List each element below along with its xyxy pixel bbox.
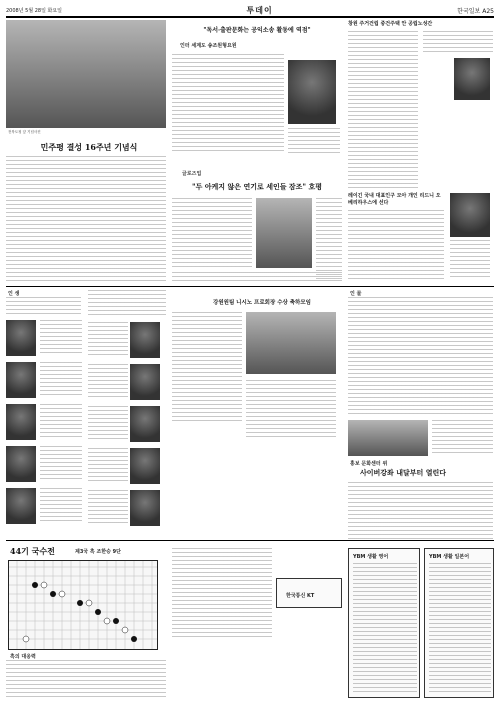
ad-brand-left: 한국통신 KT bbox=[286, 593, 315, 599]
chess-text bbox=[6, 660, 166, 700]
top-right-text-2 bbox=[423, 31, 493, 55]
mid-right-portrait bbox=[450, 193, 490, 237]
group-photo bbox=[6, 20, 166, 128]
top-left-headline: 민주평 결성 16주년 기념식 bbox=[40, 142, 138, 152]
people-text-1 bbox=[40, 320, 82, 356]
ad-right-title: YBM 생활 일본어 bbox=[429, 554, 470, 560]
center-headline: "독서·출판문화는 공익소송 활동에 역점" bbox=[203, 27, 311, 34]
chess-subtitle: 제3국 흑 조한승 9단 bbox=[75, 549, 121, 555]
people-divider bbox=[6, 286, 494, 287]
ad-left bbox=[348, 548, 420, 698]
lower-divider bbox=[6, 540, 494, 541]
feature-text bbox=[172, 198, 252, 268]
people-portrait-9 bbox=[130, 448, 160, 484]
people-text-10 bbox=[88, 490, 128, 526]
people-portrait-4 bbox=[6, 446, 36, 482]
feature-text-2 bbox=[316, 198, 342, 280]
people-text-9 bbox=[88, 448, 128, 484]
people-portrait-6 bbox=[130, 322, 160, 358]
people-text-3 bbox=[40, 404, 82, 440]
people-text-7 bbox=[88, 364, 128, 400]
event-headline: 강원원팀 니시노 프로회장 수상 축하모임 bbox=[213, 300, 311, 306]
people-portrait-10 bbox=[130, 490, 160, 526]
center-text-2 bbox=[288, 128, 340, 154]
event-text bbox=[172, 312, 242, 422]
people-intro bbox=[6, 297, 81, 317]
right-col-photo bbox=[348, 420, 428, 456]
top-right-portrait bbox=[454, 58, 490, 100]
ad-right-text bbox=[429, 563, 491, 695]
masthead-date: 2008년 5월 28일 화요일 bbox=[6, 7, 63, 14]
right-col-text bbox=[348, 297, 493, 417]
people-heading: 인 생 bbox=[8, 291, 20, 297]
center-subhead: 인터 세계도 송조원형요원 bbox=[180, 43, 237, 49]
people-portrait-1 bbox=[6, 320, 36, 356]
right-col-text-2 bbox=[432, 420, 493, 456]
feature-portrait bbox=[256, 198, 312, 268]
mid-right-text-2 bbox=[450, 240, 490, 280]
feature-kicker: 글로즈업 bbox=[182, 171, 202, 177]
ad-left-title: YBM 생활 영어 bbox=[353, 554, 389, 560]
chess-title: 44기 국수전 bbox=[10, 546, 55, 556]
mid-right-headline: 레이긴 국내 대표인구 모아 개인 리드니 오베리하우스에 선다 bbox=[348, 193, 441, 206]
top-right-headline: 창원 주거건립 중건주택 안 공립노성간 bbox=[348, 21, 433, 27]
people-text-4 bbox=[40, 446, 82, 482]
top-left-text bbox=[6, 156, 166, 281]
note-text bbox=[348, 482, 493, 542]
note-tag: 홍보 문화센터 위 bbox=[350, 461, 388, 467]
top-right-text-1 bbox=[348, 31, 418, 191]
paper-name: 한국일보 A25 bbox=[457, 7, 494, 15]
people-portrait-2 bbox=[6, 362, 36, 398]
feature-text-3 bbox=[172, 272, 342, 282]
center-text bbox=[172, 54, 284, 154]
mid-right-text bbox=[348, 210, 444, 280]
go-board bbox=[8, 560, 158, 650]
people-text-2 bbox=[40, 362, 82, 398]
event-text-2 bbox=[246, 380, 336, 440]
people-portrait-5 bbox=[6, 488, 36, 524]
people-text-5 bbox=[40, 488, 82, 524]
masthead bbox=[6, 4, 494, 18]
ad-right bbox=[424, 548, 494, 698]
ad-left-text bbox=[353, 563, 417, 695]
note-headline: 사이버강좌 내달부터 열린다 bbox=[360, 468, 447, 477]
event-photo bbox=[246, 312, 336, 374]
group-photo-caption: 전북도청 앞 기념사진 bbox=[8, 130, 41, 134]
feature-headline: "두 아케지 않은 연기로 세인들 잠조" 호평 bbox=[191, 182, 323, 191]
center-portrait bbox=[288, 60, 336, 124]
section-title: 투데이 bbox=[246, 5, 273, 15]
people-right-heading: 인 물 bbox=[350, 291, 362, 297]
chess-footer: 흑의 대응력 bbox=[10, 654, 36, 660]
people-portrait-3 bbox=[6, 404, 36, 440]
people-col-2 bbox=[88, 290, 166, 318]
people-text-8 bbox=[88, 406, 128, 442]
lower-center-text bbox=[172, 548, 272, 638]
people-portrait-7 bbox=[130, 364, 160, 400]
people-text-6 bbox=[88, 322, 128, 358]
people-portrait-8 bbox=[130, 406, 160, 442]
